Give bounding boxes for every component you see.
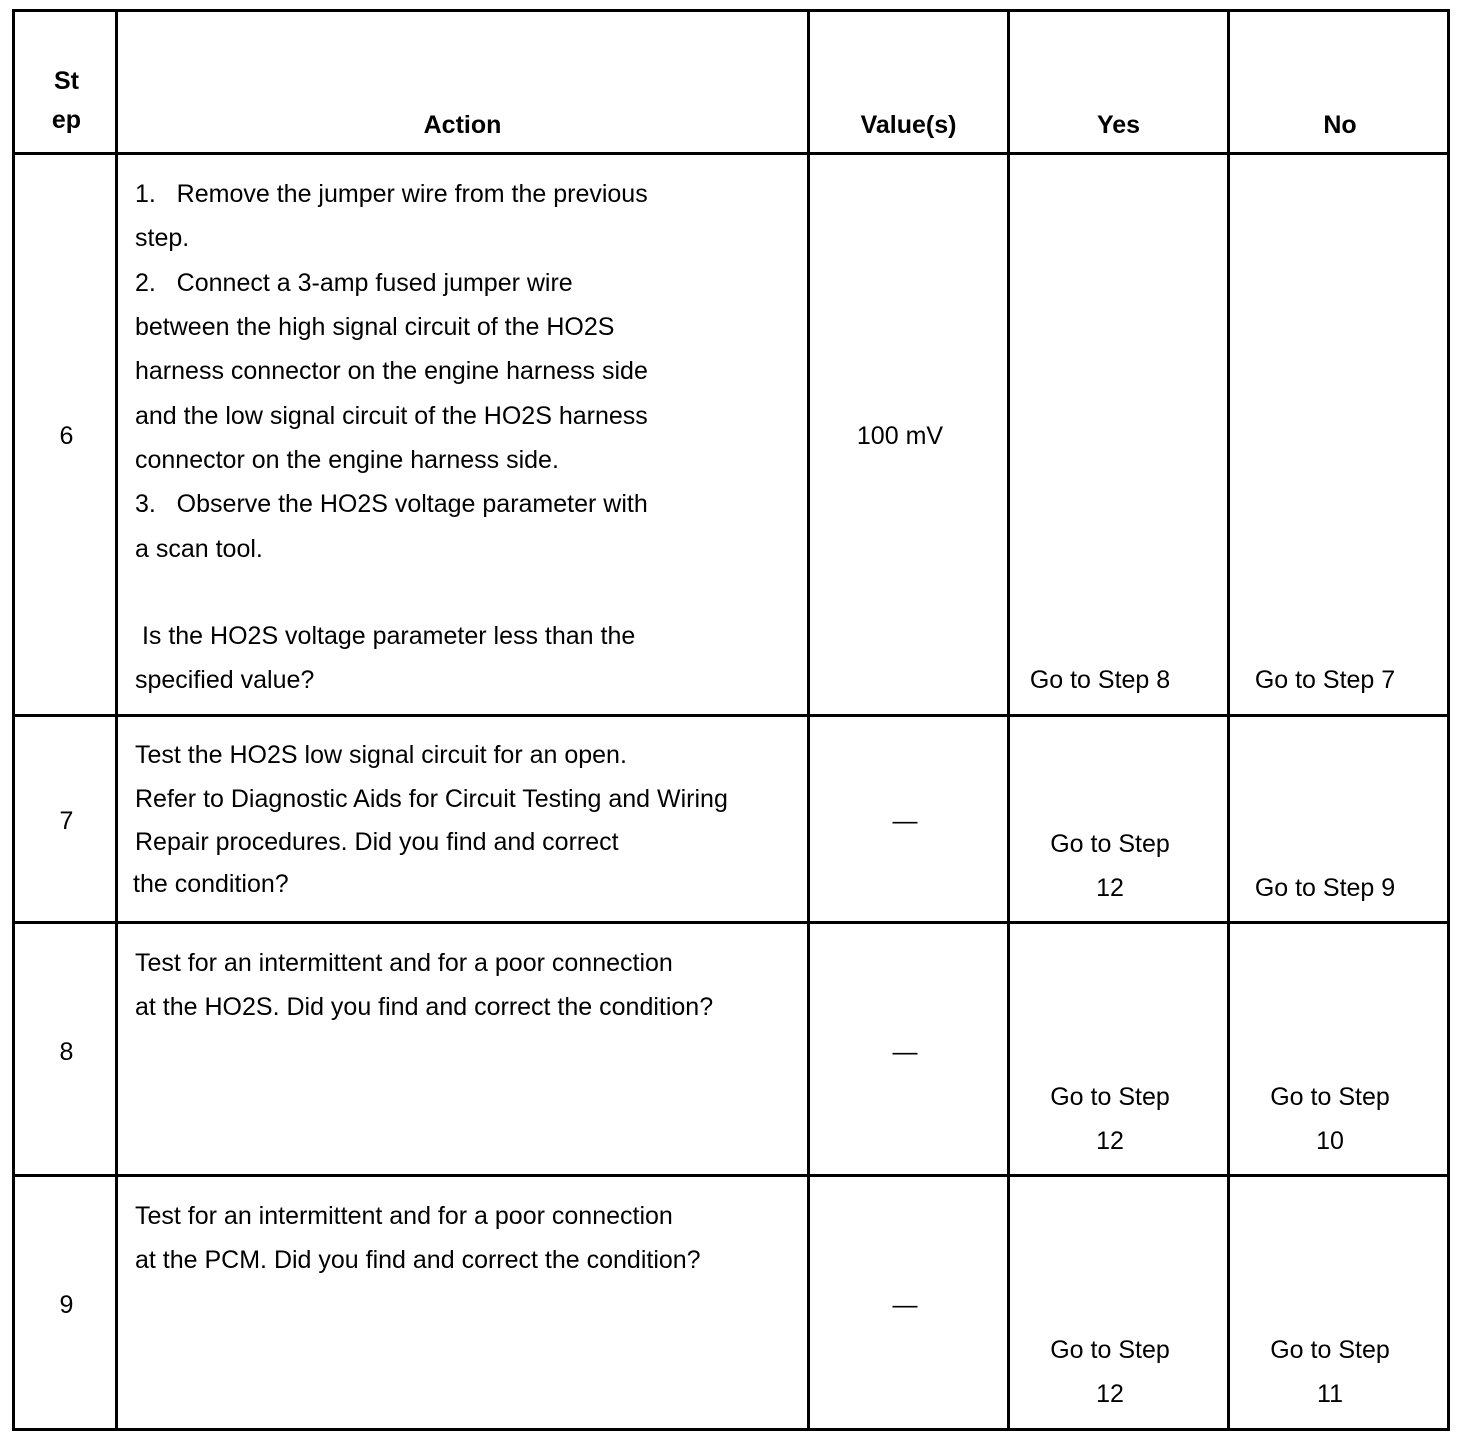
action-line: 1. Remove the jumper wire from the previous — [135, 180, 648, 208]
column-divider — [807, 12, 810, 1428]
action-line: the condition? — [133, 870, 289, 898]
action-line: specified value? — [135, 666, 315, 694]
no-cell: Go to Step 7 — [1254, 666, 1396, 694]
action-line: step. — [135, 224, 190, 252]
header-values: Value(s) — [860, 111, 957, 139]
step-number: 9 — [59, 1291, 74, 1319]
column-divider — [1007, 12, 1010, 1428]
action-line: 2. Connect a 3-amp fused jumper wire — [135, 269, 573, 297]
row-divider — [15, 714, 1447, 717]
action-line: Repair procedures. Did you find and correct — [135, 828, 619, 856]
action-line: Test for an intermittent and for a poor connection — [135, 1202, 673, 1230]
action-line: Test for an intermittent and for a poor connection — [135, 949, 673, 977]
action-line: at the HO2S. Did you find and correct the condition? — [135, 993, 714, 1021]
header-yes: Yes — [1096, 111, 1141, 139]
row-divider — [15, 1174, 1447, 1177]
no-cell: Go to Step 9 — [1254, 874, 1396, 902]
action-line: Is the HO2S voltage parameter less than the — [135, 622, 636, 650]
action-line: Refer to Diagnostic Aids for Circuit Testing and Wiring — [135, 785, 728, 813]
yes-cell: Go to Step 12 — [1050, 830, 1170, 902]
action-line: Test the HO2S low signal circuit for an open. — [135, 741, 627, 769]
header-action: Action — [423, 111, 502, 139]
value-cell: — — [892, 1038, 918, 1066]
row-divider — [15, 921, 1447, 924]
value-cell: 100 mV — [856, 422, 944, 450]
action-line: connector on the engine harness side. — [135, 446, 559, 474]
action-line: and the low signal circuit of the HO2S harness — [135, 402, 648, 430]
action-line: at the PCM. Did you find and correct the condition? — [135, 1246, 701, 1274]
row-divider — [15, 152, 1447, 155]
action-line: a scan tool. — [135, 535, 263, 563]
step-number: 8 — [59, 1038, 74, 1066]
yes-cell: Go to Step 12 — [1050, 1083, 1170, 1155]
column-divider — [115, 12, 118, 1428]
value-cell: — — [892, 807, 918, 835]
yes-cell: Go to Step 12 — [1050, 1336, 1170, 1408]
header-step: St ep — [51, 67, 82, 134]
action-line: 3. Observe the HO2S voltage parameter with — [135, 490, 648, 518]
step-number: 7 — [59, 807, 74, 835]
diagnostic-table — [12, 9, 1450, 1431]
column-divider — [1227, 12, 1230, 1428]
action-line: between the high signal circuit of the HO2S — [135, 313, 615, 341]
step-number: 6 — [59, 422, 74, 450]
action-line: harness connector on the engine harness side — [135, 357, 648, 385]
yes-cell: Go to Step 8 — [1029, 666, 1171, 694]
no-cell: Go to Step 10 — [1270, 1083, 1390, 1155]
no-cell: Go to Step 11 — [1270, 1336, 1390, 1408]
value-cell: — — [892, 1291, 918, 1319]
header-no: No — [1323, 111, 1357, 139]
